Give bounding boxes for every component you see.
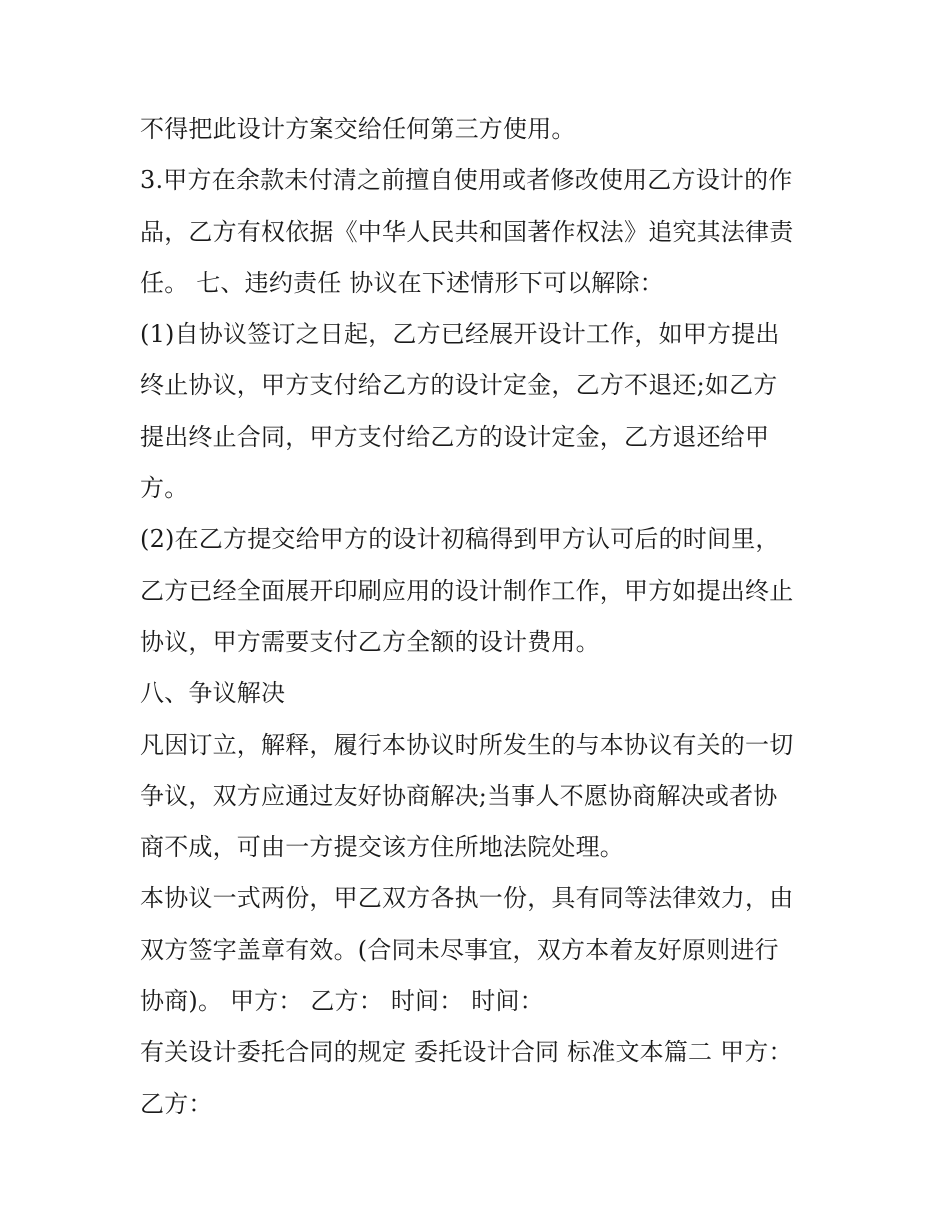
- text-line: 提出终止合同，甲方支付给乙方的设计定金，乙方退还给甲: [140, 422, 770, 451]
- section-heading: 八、争议解决: [140, 679, 286, 708]
- text-line: 协议，甲方需要支付乙方全额的设计费用。: [140, 627, 600, 656]
- text-line: 乙方：: [140, 1089, 213, 1118]
- text-line: 凡因订立，解释，履行本协议时所发生的与本协议有关的一切: [140, 730, 794, 759]
- text-line: 有关设计委托合同的规定 委托设计合同 标准文本篇二 甲方：: [140, 1038, 793, 1067]
- text-line: 3.甲方在余款未付清之前擅自使用或者修改使用乙方设计的作: [140, 166, 793, 195]
- text-line: 乙方已经全面展开印刷应用的设计制作工作，甲方如提出终止: [140, 576, 794, 605]
- text-line: 任。 七、违约责任 协议在下述情形下可以解除：: [140, 268, 664, 297]
- text-line: 方。: [140, 474, 189, 503]
- text-line: (1)自协议签订之日起，乙方已经展开设计工作，如甲方提出: [140, 320, 780, 349]
- signature-line: 协商)。 甲方： 乙方： 时间： 时间：: [140, 987, 544, 1016]
- text-line: 本协议一式两份，甲乙双方各执一份，具有同等法律效力，由: [140, 884, 794, 913]
- text-line: 双方签字盖章有效。(合同未尽事宜，双方本着友好原则进行: [140, 935, 779, 964]
- text-line: (2)在乙方提交给甲方的设计初稿得到甲方认可后的时间里，: [140, 525, 780, 554]
- contract-text-body: [140, 104, 820, 1130]
- text-line: 终止协议，甲方支付给乙方的设计定金，乙方不退还;如乙方: [140, 371, 778, 400]
- text-line: 不得把此设计方案交给任何第三方使用。: [140, 115, 576, 143]
- text-line: 品，乙方有权依据《中华人民共和国著作权法》追究其法律责: [140, 217, 794, 246]
- text-line: 争议，双方应通过友好协商解决;当事人不愿协商解决或者协: [140, 781, 778, 810]
- text-line: 商不成，可由一方提交该方住所地法院处理。: [140, 833, 624, 862]
